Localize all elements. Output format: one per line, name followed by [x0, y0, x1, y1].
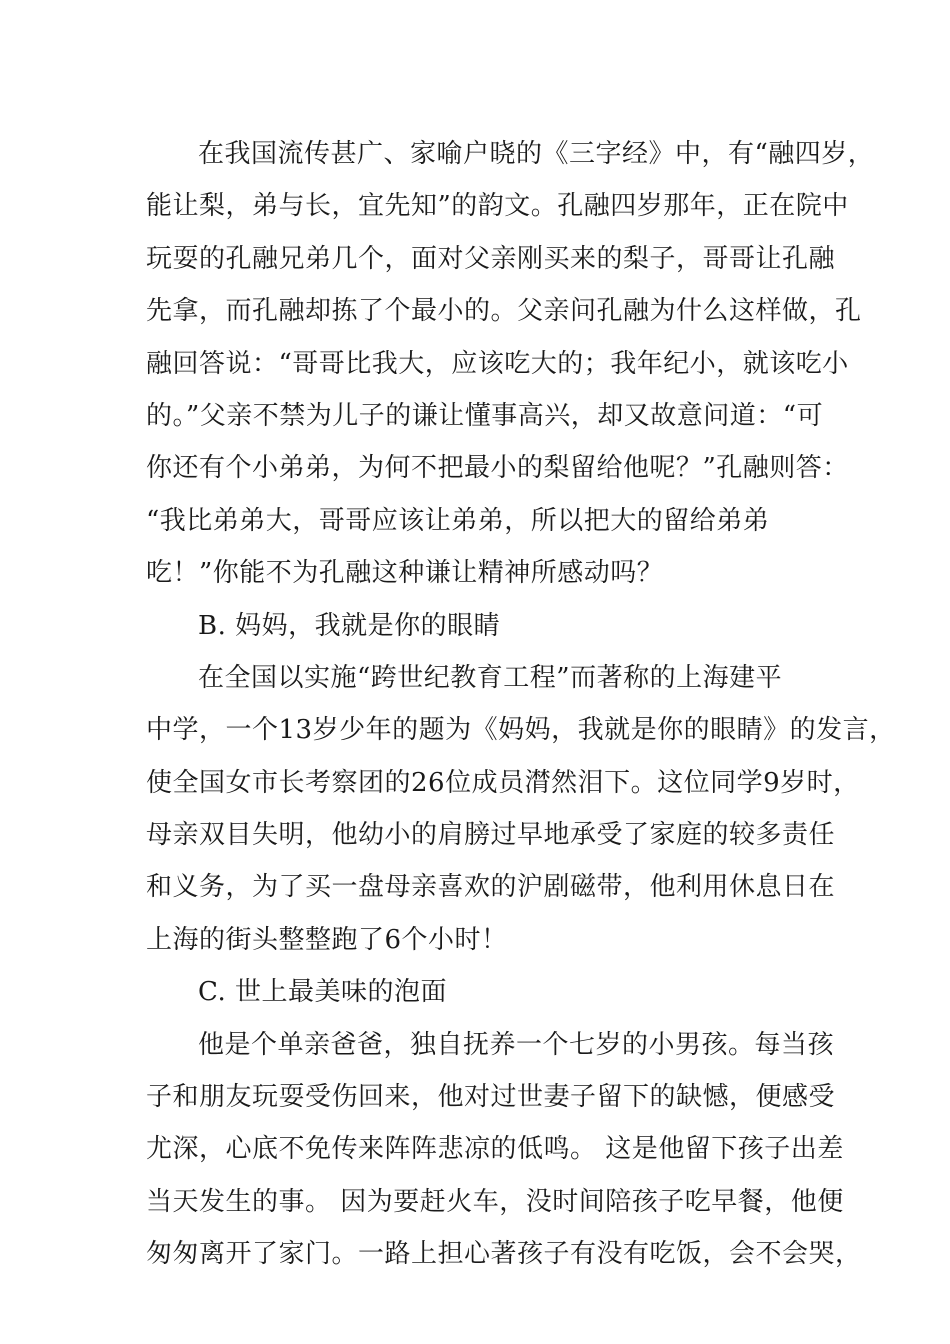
document-body: [146, 128, 896, 1281]
text-line: 和义务，为了买一盘母亲喜欢的沪剧磁带，他利用休息日在: [146, 872, 836, 903]
text-line: 融回答说：“哥哥比我大，应该吃大的；我年纪小，就该吃小: [146, 348, 849, 379]
section-heading: C. 世上最美味的泡面: [198, 977, 447, 1008]
text-line: 中学，一个13岁少年的题为《妈妈，我就是你的眼睛》的发言，: [146, 715, 896, 746]
text-line: 玩耍的孔融兄弟几个，面对父亲刚买来的梨子，哥哥让孔融: [146, 243, 836, 274]
text-line: 使全国女市长考察团的26位成员潸然泪下。这位同学9岁时，: [146, 767, 860, 798]
text-line: 上海的街头整整跑了6个小时！: [146, 924, 508, 955]
text-line: 他是个单亲爸爸，独自抚养一个七岁的小男孩。每当孩: [198, 1029, 835, 1060]
text-line: 当天发生的事。 因为要赶火车，没时间陪孩子吃早餐，他便: [146, 1186, 844, 1217]
text-line: 在我国流传甚广、家喻户晓的《三字经》中，有“融四岁，: [198, 139, 875, 169]
text-line: 吃！”你能不为孔融这种谦让精神所感动吗？: [146, 558, 664, 589]
text-line: 尤深，心底不免传来阵阵悲凉的低鸣。 这是他留下孩子出差: [146, 1134, 844, 1165]
text-line: 在全国以实施“跨世纪教育工程”而著称的上海建平: [198, 662, 783, 693]
text-line: 你还有个小弟弟，为何不把最小的梨留给他呢？”孔融则答：: [146, 453, 849, 484]
text-line: 母亲双目失明，他幼小的肩膀过早地承受了家庭的较多责任: [146, 820, 836, 851]
text-line: 的。”父亲不禁为儿子的谦让懂事高兴，却又故意问道：“可: [146, 400, 824, 431]
text-line: “我比弟弟大，哥哥应该让弟弟，所以把大的留给弟弟: [146, 505, 770, 536]
text-line: 能让梨，弟与长，宜先知”的韵文。孔融四岁那年，正在院中: [146, 191, 849, 222]
section-heading: B. 妈妈，我就是你的眼睛: [198, 610, 501, 641]
text-line: 先拿，而孔融却拣了个最小的。父亲问孔融为什么这样做，孔: [146, 296, 862, 327]
text-line: 匆匆离开了家门。一路上担心著孩子有没有吃饭，会不会哭，: [146, 1239, 862, 1270]
text-line: 子和朋友玩耍受伤回来，他对过世妻子留下的缺憾，便感受: [146, 1082, 836, 1113]
